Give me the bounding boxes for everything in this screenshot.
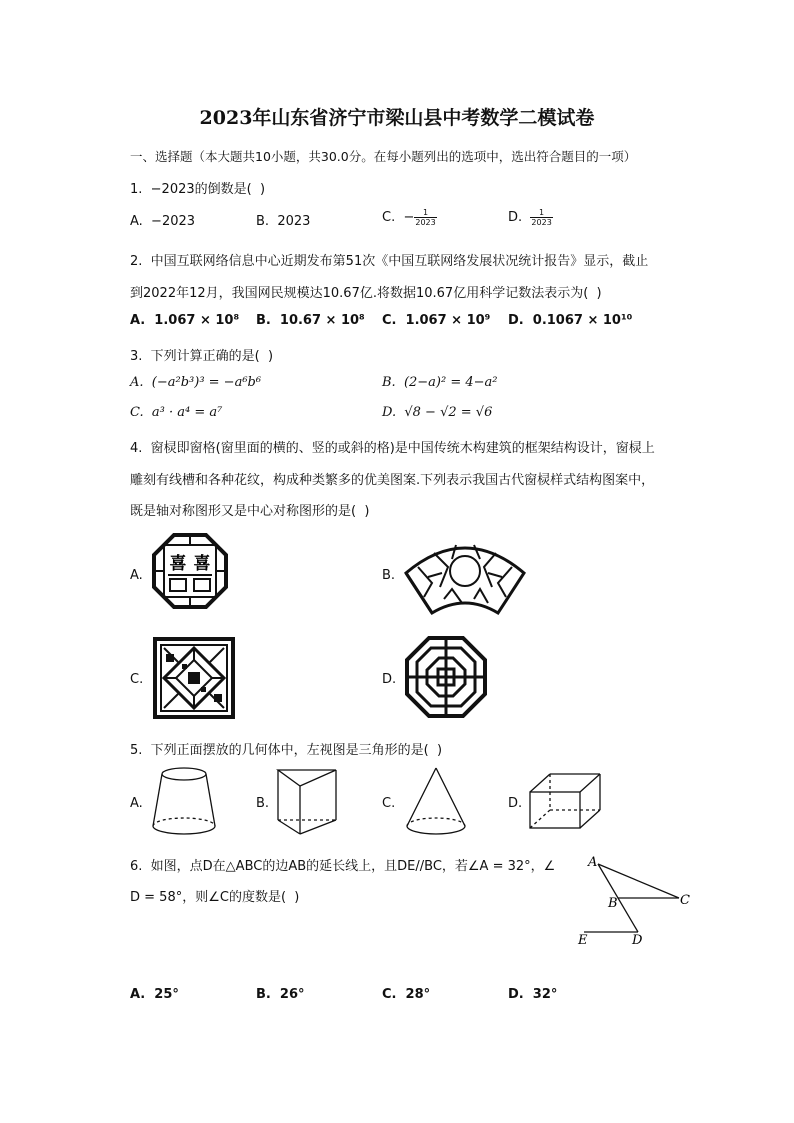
- label-d: D: [632, 933, 643, 948]
- q4-option-c[interactable]: C.: [130, 672, 144, 687]
- triangle-figure: [576, 852, 696, 946]
- q3-option-b[interactable]: B. (2−a)² = 4−a²: [382, 375, 498, 390]
- q5-stem: 5. 下列正面摆放的几何体中，左视图是三角形的是( ): [130, 743, 443, 758]
- q2-stem-line2: 到2022年12月，我国网民规模达10.67亿.将数据10.67亿用科学记数法表示为( ): [130, 286, 602, 301]
- glyph-xi-right: 喜: [193, 554, 211, 574]
- q1-d-denominator: 2023: [531, 218, 552, 227]
- triangular-prism-image: [276, 768, 342, 836]
- q5-option-a[interactable]: A.: [130, 796, 143, 811]
- cone-image: [404, 766, 468, 838]
- q1-d-numerator: 1: [530, 208, 552, 218]
- label-b: B: [608, 896, 618, 911]
- q2-stem-line1: 2. 中国互联网络信息中心近期发布第51次《中国互联网络发展状况统计报告》显示，截止: [130, 254, 649, 269]
- q6-option-b[interactable]: B. 26°: [256, 987, 305, 1002]
- q4-stem-line3: 既是轴对称图形又是中心对称图形的是( ): [130, 504, 370, 519]
- q6-stem-line2: D = 58°，则∠C的度数是( ): [130, 890, 300, 905]
- label-c: C: [680, 893, 690, 908]
- q4-option-a[interactable]: A.: [130, 568, 143, 583]
- q1-option-d[interactable]: [508, 208, 553, 227]
- q1-option-a[interactable]: A. −2023: [130, 214, 196, 229]
- window-pattern-a-image: [152, 533, 228, 609]
- section-heading: 一、选择题（本大题共10小题，共30.0分。在每小题列出的选项中，选出符合题目的一项）: [130, 149, 637, 164]
- frustum-image: [150, 766, 218, 836]
- cuboid-image: [528, 772, 602, 830]
- q1-option-c-fraction: [414, 208, 436, 227]
- q4-stem-line1: 4. 窗棂即窗格(窗里面的横的、竖的或斜的格)是中国传统木构建筑的框架结构设计，窗棂上: [130, 441, 655, 456]
- q6-option-a[interactable]: A. 25°: [130, 987, 179, 1002]
- q1-option-c[interactable]: [382, 208, 437, 227]
- q2-option-c[interactable]: C. 1.067 × 10⁹: [382, 313, 491, 328]
- q4-option-d[interactable]: D.: [382, 672, 397, 687]
- window-pattern-d-image: [405, 636, 487, 718]
- q2-option-a[interactable]: A. 1.067 × 10⁸: [130, 313, 240, 328]
- q1-c-numerator: 1: [414, 208, 436, 218]
- q4-stem-line2: 雕刻有线槽和各种花纹，构成种类繁多的优美图案.下列表示我国古代窗棂样式结构图案中，: [130, 473, 655, 488]
- q1-option-d-prefix: D.: [508, 210, 531, 225]
- q1-stem: 1. −2023的倒数是( ): [130, 182, 266, 197]
- q5-option-b[interactable]: B.: [256, 796, 270, 811]
- q1-c-denominator: 2023: [415, 218, 436, 227]
- window-pattern-c-image: [152, 636, 236, 720]
- glyph-xi-left: 喜: [169, 554, 187, 574]
- q4-option-b[interactable]: B.: [382, 568, 396, 583]
- q5-option-d[interactable]: D.: [508, 796, 523, 811]
- q2-option-b[interactable]: B. 10.67 × 10⁸: [256, 313, 365, 328]
- q1-option-c-prefix: C. −: [382, 210, 415, 225]
- q6-stem-line1: 6. 如图，点D在△ABC的边AB的延长线上，且DE//BC，若∠A = 32°，∠: [130, 859, 556, 874]
- q3-option-d[interactable]: D. √8 − √2 = √6: [382, 405, 493, 420]
- label-a: A: [588, 855, 598, 870]
- q6-option-d[interactable]: D. 32°: [508, 987, 558, 1002]
- q5-option-c[interactable]: C.: [382, 796, 396, 811]
- q3-option-a[interactable]: A. (−a²b³)³ = −a⁶b⁶: [130, 375, 262, 390]
- q3-stem: 3. 下列计算正确的是( ): [130, 349, 274, 364]
- q6-option-c[interactable]: C. 28°: [382, 987, 431, 1002]
- q1-option-b[interactable]: B. 2023: [256, 214, 311, 229]
- q3-option-c[interactable]: C. a³ · a⁴ = a⁷: [130, 405, 223, 420]
- q1-option-d-fraction: [530, 208, 552, 227]
- window-pattern-b-image: [404, 537, 526, 615]
- label-e: E: [578, 933, 588, 948]
- page-title: 2023年山东省济宁市梁山县中考数学二模试卷: [199, 107, 595, 129]
- q2-option-d[interactable]: D. 0.1067 × 10¹⁰: [508, 313, 633, 328]
